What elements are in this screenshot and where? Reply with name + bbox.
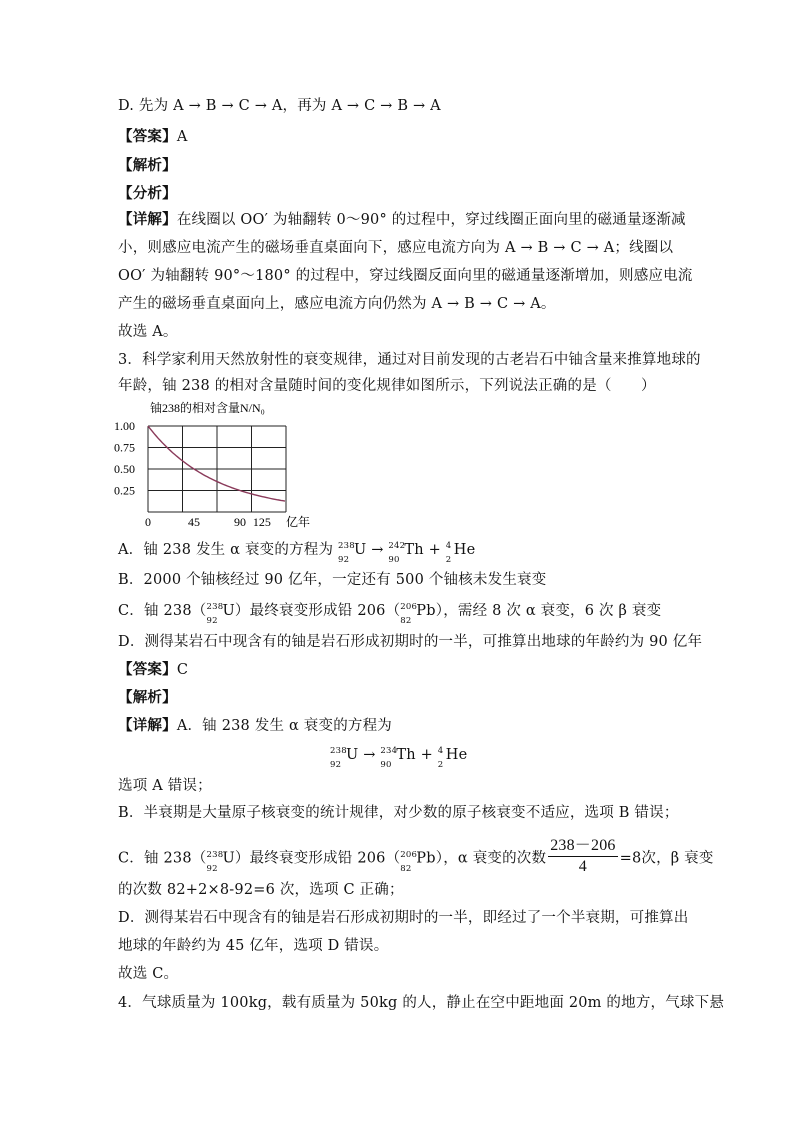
decay-equation: 238 92 U → 234 90 Th + 4 2 He: [330, 746, 468, 770]
answer-2: [118, 660, 188, 680]
chart-xtick-label: 125: [252, 515, 271, 529]
chart-grid: [148, 426, 286, 512]
detail-b-line: B．半衰期是大量原子核衰变的统计规律，对少数的原子核衰变不适应，选项 B 错误；: [118, 805, 679, 821]
answer-tag-2: 【答案】: [118, 661, 177, 678]
eq-th-nuclide: 234 90: [380, 746, 398, 770]
detail-pb-nuclide: 206 82: [400, 849, 418, 874]
analysis-sub-heading: 【分析】: [118, 185, 177, 202]
u-symbol-c: U: [222, 603, 235, 619]
he-symbol: He: [453, 542, 476, 558]
fraction-denominator: 4: [578, 858, 587, 875]
detail-u-nuclide: 238 92: [206, 849, 224, 874]
chart-xtick-label: 90: [234, 515, 246, 529]
answer-1: [118, 127, 187, 147]
option-a-text: A．铀 238 发生 α 衰变的方程为: [118, 542, 338, 558]
detail-line-2: 小，则感应电流产生的磁场垂直桌面向下，感应电流方向为 A → B → C → A；线圈以: [118, 240, 674, 256]
th-nuclide-wrong: 242 90: [388, 541, 406, 565]
answer-value-2: C: [176, 662, 189, 678]
choose-line-1: 故选 A。: [118, 324, 178, 340]
detail-c-post: =8次，β 衰变: [619, 850, 714, 867]
chart-ytick-label: 0.25: [114, 483, 135, 498]
detail-a-line: [118, 716, 392, 736]
choose-line-2: 故选 C。: [118, 966, 179, 982]
question-3-line-2: 年龄，铀 238 的相对含量随时间的变化规律如图所示，下列说法正确的是（ ）: [118, 378, 656, 394]
detail-line-1: [118, 210, 686, 230]
eq-he-nuclide: 4 2: [437, 746, 444, 770]
u-nuclide: 238 92: [337, 541, 355, 565]
option-c-mid: ）最终衰变形成铅 206（: [234, 603, 401, 619]
option-c-post: ），需经 8 次 α 衰变，6 次 β 衰变: [435, 603, 662, 619]
detail-c-line: [118, 838, 714, 879]
eq-th-symbol: Th: [396, 747, 416, 763]
u-symbol: U: [353, 542, 367, 558]
chart-ytick-label: 0.50: [114, 462, 135, 476]
analysis-heading-2: 【解析】: [118, 689, 177, 706]
detail-d-line-1: D．测得某岩石中现含有的铀是岩石形成初期时的一半，即经过了一个半衰期，可推算出: [118, 910, 689, 926]
detail-c-mid: ）最终衰变形成铅 206（: [234, 850, 401, 867]
detail-tag: 【详解】: [118, 211, 177, 228]
th-symbol: Th: [404, 542, 424, 558]
analysis-heading-1: 【解析】: [118, 157, 177, 174]
chart-xtick-label: 0: [145, 515, 151, 529]
decay-chart: [112, 398, 342, 538]
chart-title: 铀238的相对含量N/N₀: [150, 401, 265, 415]
option-b: B．2000 个铀核经过 90 亿年，一定还有 500 个铀核未发生衰变: [118, 572, 547, 588]
question-4-line-1: 4．气球质量为 100kg，载有质量为 50kg 的人，静止在空中距地面 20m 的地方，气球下悬: [118, 995, 725, 1011]
detail-c-line-2: 的次数 82+2×8-92=6 次，选项 C 正确；: [118, 882, 404, 898]
eq-he-symbol: He: [445, 747, 468, 763]
detail-u-symbol: U: [222, 850, 235, 867]
detail-pb-symbol: Pb: [416, 850, 436, 867]
pb-nuclide-c: 206 82: [400, 602, 418, 626]
u-nuclide-c: 238 92: [206, 602, 224, 626]
option-c-pre: C．铀 238（: [118, 603, 207, 619]
chart-ytick-label: 0.75: [114, 440, 135, 455]
alpha-count-fraction: [548, 836, 617, 877]
detail-text: 在线圈以 OO′ 为轴翻转 0～90° 的过程中，穿过线圈正面向里的磁通量逐渐减: [176, 212, 686, 228]
option-a: A．铀 238 发生 α 衰变的方程为 238 92 U → 242 90 Th + 4 2 He: [118, 541, 476, 565]
option-a-wrong: 选项 A 错误；: [118, 778, 212, 794]
eq-u-nuclide: 238 92: [330, 746, 347, 770]
detail-line-3: OO′ 为轴翻转 90°～180° 的过程中，穿过线圈反面向里的磁通量逐渐增加，则感应电流: [118, 268, 693, 284]
detail-c-pre: C．铀 238（: [118, 850, 207, 867]
chart-xtick-label: 45: [188, 515, 200, 529]
detail-d-line-2: 地球的年龄约为 45 亿年，选项 D 错误。: [118, 938, 389, 954]
pb-symbol-c: Pb: [416, 603, 436, 619]
option-c: [118, 601, 662, 626]
answer-tag: 【答案】: [118, 128, 177, 145]
option-d-prev: D. 先为 A → B → C → A，再为 A → C → B → A: [118, 98, 441, 114]
chart-xlabel: 亿年: [286, 515, 311, 529]
option-d: D．测得某岩石中现含有的铀是岩石形成初期时的一半，可推算出地球的年龄约为 90 亿年: [118, 634, 703, 650]
answer-value: A: [176, 129, 188, 145]
detail-tag-2: 【详解】: [118, 717, 177, 734]
question-3-line-1: 3．科学家利用天然放射性的衰变规律，通过对目前发现的古老岩石中铀含量来推算地球的: [118, 352, 701, 368]
detail-a-text: A．铀 238 发生 α 衰变的方程为: [176, 718, 392, 734]
chart-ytick-label: 1.00: [114, 419, 135, 433]
detail-c-mid2: ），α 衰变的次数: [435, 850, 547, 867]
he-nuclide: 4 2: [445, 541, 452, 565]
detail-line-4: 产生的磁场垂直桌面向上，感应电流方向仍然为 A → B → C → A。: [118, 296, 556, 312]
eq-u-symbol: U: [346, 747, 359, 763]
fraction-numerator: 238－206: [548, 836, 617, 857]
